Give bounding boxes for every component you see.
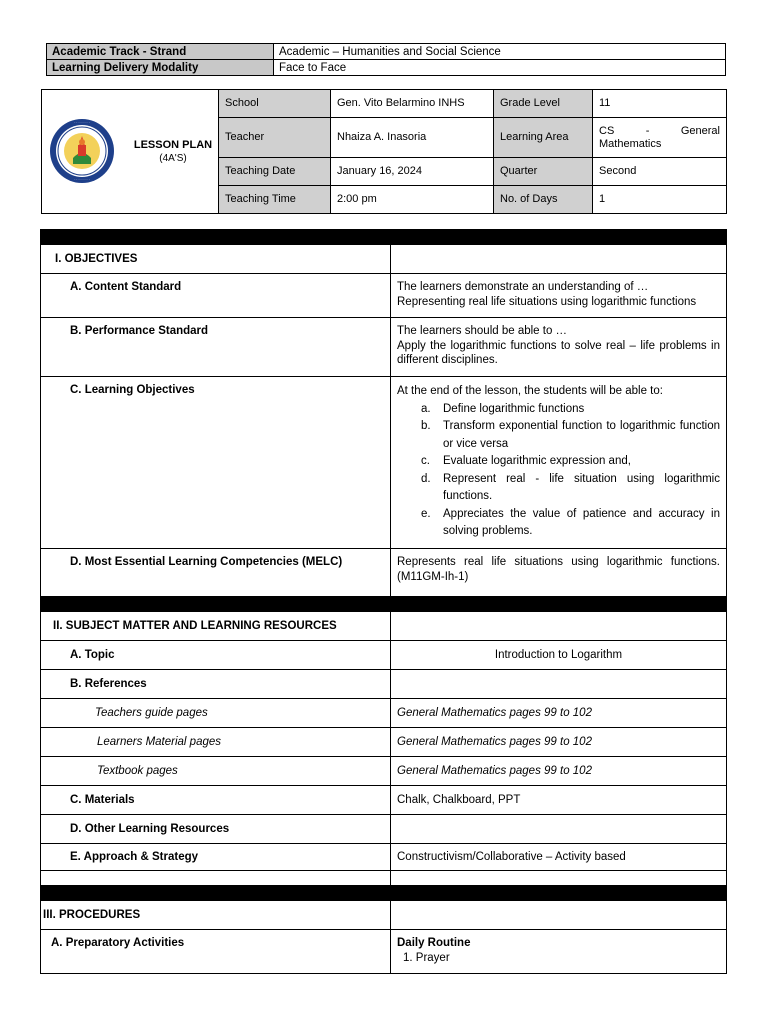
references-blank [391, 670, 727, 699]
lesson-plan-title: LESSON PLAN [133, 139, 213, 151]
daily-routine-heading: Daily Routine [397, 937, 471, 949]
teaching-time-label: Teaching Time [219, 186, 331, 214]
teachers-guide-value: General Mathematics pages 99 to 102 [391, 699, 727, 728]
performance-standard-line2: Apply the logarithmic functions to solve real – life problems in different disciplines. [397, 339, 720, 366]
school-label: School [219, 90, 331, 118]
strand-value: Academic – Humanities and Social Science [274, 44, 726, 60]
textbook-value: General Mathematics pages 99 to 102 [391, 757, 727, 786]
list-item: c. Evaluate logarithmic expression and, [421, 455, 631, 467]
section-divider [41, 230, 727, 245]
learning-objectives-label: C. Learning Objectives [41, 377, 391, 549]
quarter-value: Second [593, 158, 727, 186]
learners-material-label: Learners Material pages [41, 728, 391, 757]
approach-label: E. Approach & Strategy [41, 844, 391, 871]
prayer-item: 1. Prayer [403, 951, 450, 964]
performance-standard-line1: The learners should be able to … [397, 325, 568, 337]
no-of-days-label: No. of Days [494, 186, 593, 214]
textbook-label: Textbook pages [41, 757, 391, 786]
procedures-heading-blank [391, 901, 727, 930]
quarter-label: Quarter [494, 158, 593, 186]
melc-value: Represents real life situations using logarithmic functions. (M11GM-Ih-1) [391, 549, 727, 597]
content-standard-line1: The learners demonstrate an understanding of … [397, 281, 649, 293]
materials-value: Chalk, Chalkboard, PPT [391, 786, 727, 815]
teacher-value: Nhaiza A. Inasoria [331, 118, 494, 158]
learning-area-value: CS - General Mathematics [593, 118, 727, 158]
preparatory-activities-value [391, 930, 727, 974]
other-resources-label: D. Other Learning Resources [41, 815, 391, 844]
modality-value: Face to Face [274, 60, 726, 76]
lesson-header [41, 89, 727, 214]
teacher-label: Teacher [219, 118, 331, 158]
materials-label: C. Materials [41, 786, 391, 815]
grade-level-value: 11 [593, 90, 727, 118]
list-item: d. Represent real - life situation using logarithmic functions. [421, 472, 720, 502]
learning-objectives-value [391, 377, 727, 549]
no-of-days-value: 1 [593, 186, 727, 214]
track-table [46, 43, 726, 76]
learning-objectives-intro: At the end of the lesson, the students will be able to: [397, 385, 663, 397]
content-standard-value [391, 274, 727, 318]
teachers-guide-label: Teachers guide pages [41, 699, 391, 728]
preparatory-activities-label: A. Preparatory Activities [41, 930, 391, 974]
teaching-date-label: Teaching Date [219, 158, 331, 186]
teaching-time-value: 2:00 pm [331, 186, 494, 214]
melc-label: D. Most Essential Learning Competencies (MELC) [41, 549, 391, 597]
lesson-plan-table [40, 229, 727, 974]
strand-label: Academic Track - Strand [47, 44, 274, 60]
lesson-info-table [218, 89, 727, 214]
learning-area-label: Learning Area [494, 118, 593, 158]
section-divider [41, 886, 727, 901]
modality-label: Learning Delivery Modality [47, 60, 274, 76]
teaching-date-value: January 16, 2024 [331, 158, 494, 186]
topic-value: Introduction to Logarithm [391, 641, 727, 670]
other-resources-blank [391, 815, 727, 844]
performance-standard-label: B. Performance Standard [41, 318, 391, 377]
lesson-plan-subtitle: (4A'S) [159, 153, 187, 164]
learning-objectives-list [397, 401, 720, 541]
list-item: a. Define logarithmic functions [421, 402, 585, 415]
school-seal-logo [49, 118, 115, 184]
list-item: e. Appreciates the value of patience and accuracy in solving problems. [421, 507, 720, 537]
svg-text:· · · · · · · ·: · · · · · · · · [74, 178, 90, 182]
subject-matter-heading: II. SUBJECT MATTER AND LEARNING RESOURCES [41, 612, 391, 641]
grade-level-label: Grade Level [494, 90, 593, 118]
content-standard-line2: Representing real life situations using logarithmic functions [397, 295, 697, 308]
procedures-heading: III. PROCEDURES [41, 901, 391, 930]
school-value: Gen. Vito Belarmino INHS [331, 90, 494, 118]
objectives-heading: I. OBJECTIVES [41, 245, 391, 274]
objectives-heading-blank [391, 245, 727, 274]
svg-text:· · · · · · · ·: · · · · · · · · [74, 121, 90, 125]
topic-label: A. Topic [41, 641, 391, 670]
list-item: b. Transform exponential function to logarithmic function or vice versa [421, 420, 720, 450]
performance-standard-value [391, 318, 727, 377]
content-standard-label: A. Content Standard [41, 274, 391, 318]
references-label: B. References [41, 670, 391, 699]
section-divider [41, 597, 727, 612]
approach-value: Constructivism/Collaborative – Activity based [391, 844, 727, 871]
learners-material-value: General Mathematics pages 99 to 102 [391, 728, 727, 757]
subject-matter-heading-blank [391, 612, 727, 641]
